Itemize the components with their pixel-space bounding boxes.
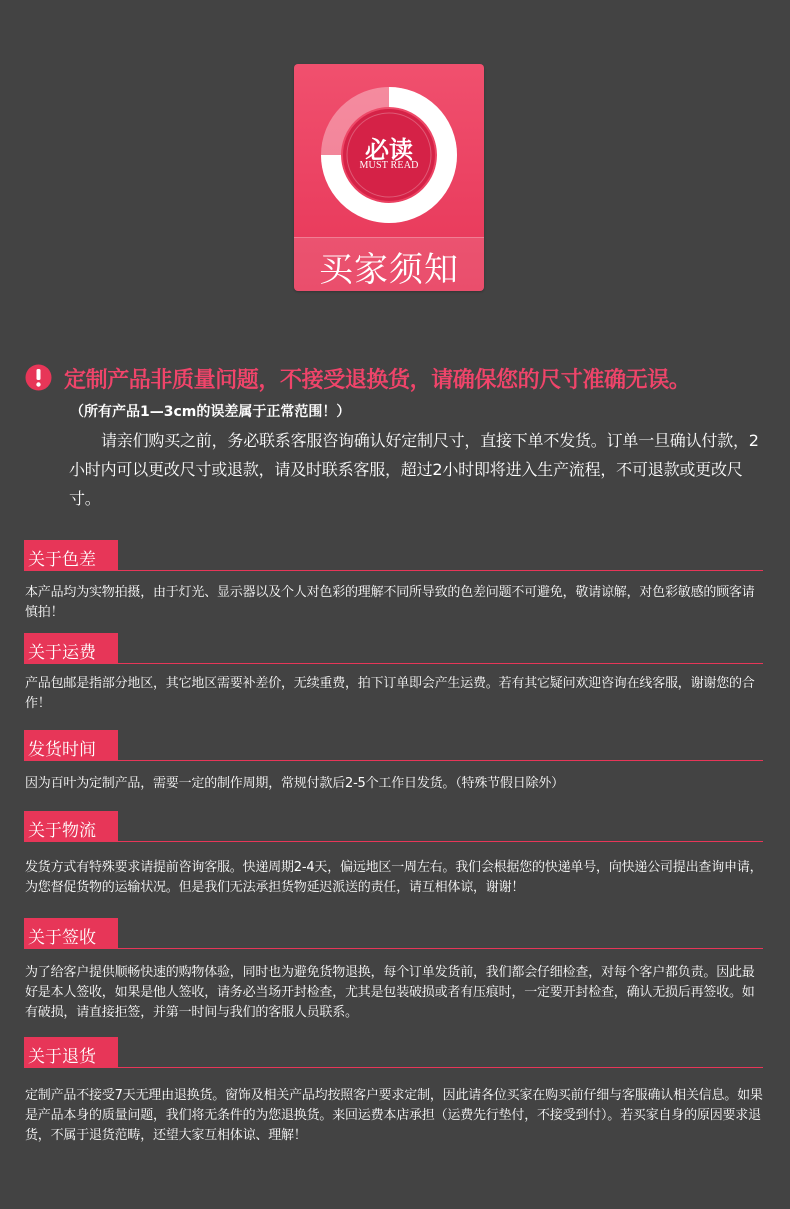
section-divider [24, 1067, 763, 1068]
section-text: 定制产品不接受7天无理由退换货。窗饰及相关产品均按照客户要求定制，因此请各位买家在购买前仔细与客服确认相关信息。如果是产品本身的质量问题，我们将无条件的为您退换货。来回运费本店承担（运费先行垫付，不接受到付）。若买家自身的原因要求退货，不属于退货范畴，还望大家互相体谅、理解！ [25, 1088, 763, 1143]
section-tab [24, 918, 118, 949]
section-title: 关于物流 [28, 821, 96, 841]
section-text: 本产品均为实物拍摄，由于灯光、显示器以及个人对色彩的理解不同所导致的色差问题不可避免，敬请谅解，对色彩敏感的顾客请慎拍！ [25, 585, 755, 620]
warning-body: 请亲们购买之前，务必联系客服咨询确认好定制尺寸，直接下单不发货。订单一旦确认付款，2小时内可以更改尺寸或退款，请及时联系客服，超过2小时即将进入生产流程，不可退款或更改尺寸。 [69, 431, 759, 508]
warning-note: （所有产品1—3cm的误差属于正常范围！） [70, 404, 351, 420]
section-title: 关于运费 [28, 643, 96, 663]
must-read-subtitle: MUST READ [359, 160, 419, 171]
section-text: 发货方式有特殊要求请提前咨询客服。快递周期2-4天，偏远地区一周左右。我们会根据您的快递单号，向快递公司提出查询申请，为您督促货物的运输状况。但是我们无法承担货物延迟派送的责任，请互相体谅，谢谢！ [25, 860, 763, 895]
section-divider [24, 948, 763, 949]
badge-footer-title: 买家须知 [319, 250, 459, 290]
section-tab [24, 811, 118, 842]
section-title: 关于色差 [28, 550, 96, 570]
section-title: 关于退货 [28, 1047, 96, 1067]
section-divider [24, 760, 763, 761]
section-divider [24, 841, 763, 842]
section-divider [24, 663, 763, 664]
section-text: 为了给客户提供顺畅快速的购物体验，同时也为避免货物退换，每个订单发货前，我们都会仔细检查，对每个客户都负责。因此最好是本人签收，如果是他人签收，请务必当场开封检查，尤其是包装破损或者有压痕时，一定要开封检查，确认无损后再签收。如有破损，请直接拒签，并第一时间与我们的客服人员联系。 [25, 965, 755, 1020]
section-tab [24, 1037, 118, 1068]
section-tab [24, 540, 118, 571]
section-divider [24, 570, 763, 571]
section-tab [24, 730, 118, 761]
section-text: 因为百叶为定制产品，需要一定的制作周期，常规付款后2-5个工作日发货。（特殊节假日除外） [25, 776, 564, 791]
warning-headline: 定制产品非质量问题，不接受退换货，请确保您的尺寸准确无误。 [64, 368, 691, 393]
must-read-title: 必读 [365, 135, 413, 164]
section-title: 关于签收 [28, 928, 96, 948]
must-read-badge [294, 64, 484, 291]
section-text: 产品包邮是指部分地区，其它地区需要补差价，无续重费，拍下订单即会产生运费。若有其它疑问欢迎咨询在线客服，谢谢您的合作！ [25, 676, 755, 711]
exclamation-icon [25, 364, 52, 391]
section-tab [24, 633, 118, 664]
section-title: 发货时间 [28, 740, 96, 760]
